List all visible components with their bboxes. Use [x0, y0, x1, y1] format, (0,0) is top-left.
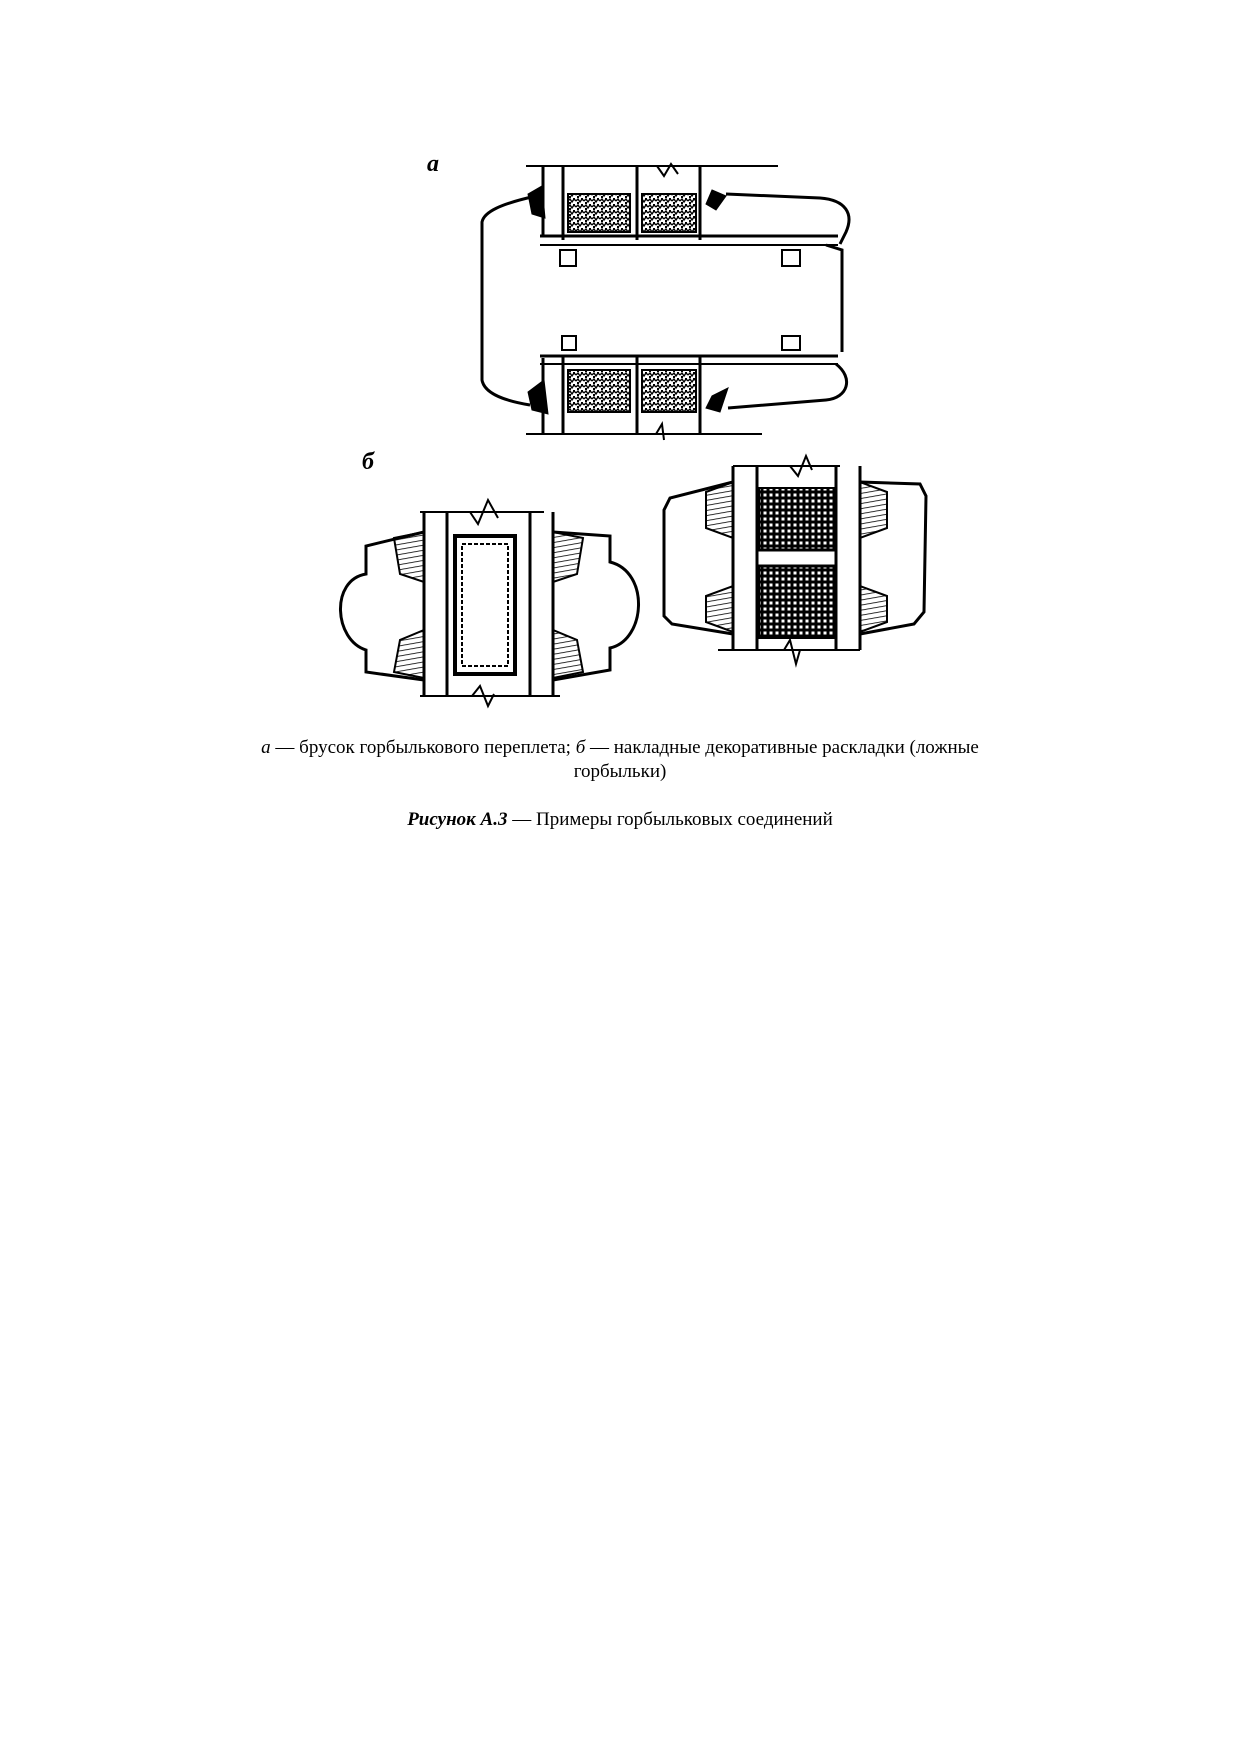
legend-key-b: б [575, 737, 586, 758]
figure-caption [230, 808, 1010, 832]
legend-key-a: а [261, 737, 271, 758]
window-bar-joint-drawings [0, 0, 1240, 720]
legend-text-b: — накладные декоративные раскладки (ложные горбыльки) [573, 737, 979, 782]
figure-label-a: а [427, 151, 439, 177]
figure-number: Рисунок А.3 [407, 809, 508, 830]
figure-legend [230, 736, 1010, 784]
drawing-b-right [664, 456, 926, 664]
figure-caption-text: — Примеры горбыльковых соединений [507, 809, 833, 830]
drawing-a [482, 164, 849, 440]
figure-label-b: б [362, 449, 374, 475]
legend-text-a: — брусок горбылькового переплета; [270, 737, 576, 758]
drawing-b-left [340, 500, 638, 706]
